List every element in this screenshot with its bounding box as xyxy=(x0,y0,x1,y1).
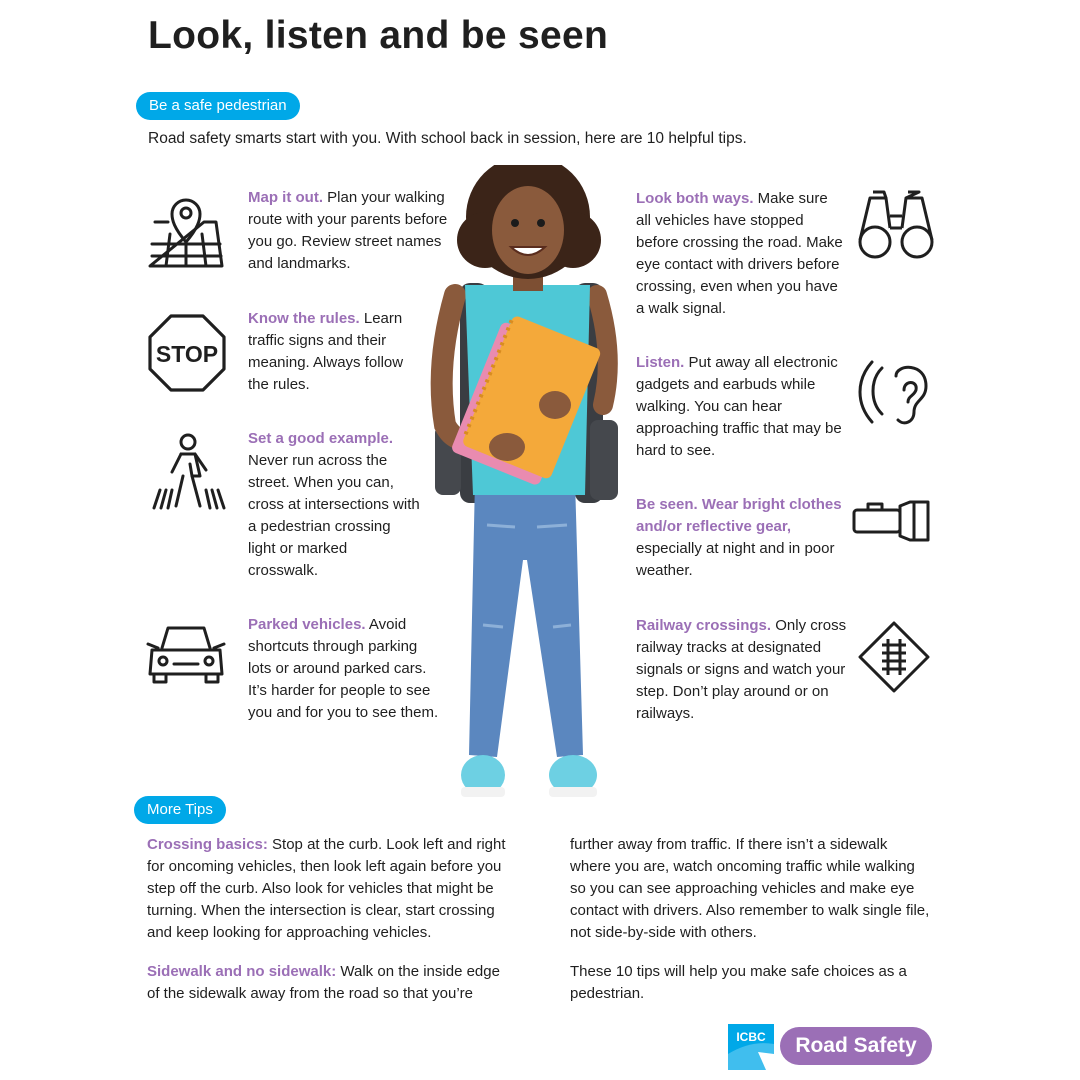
railway-sign-icon xyxy=(858,621,930,693)
tip-heading: Know the rules. xyxy=(248,310,360,327)
tip-heading: Be seen. Wear bright clothes and/or reflective gear, xyxy=(636,496,842,535)
tip-heading: Set a good example. xyxy=(248,430,394,447)
intro-text: Road safety smarts start with you. With school back in session, here are 10 helpful tips. xyxy=(148,130,747,147)
tip-text: Make sure all vehicles have stopped before crossing the road. Make eye contact with drivers before crossing, even when you have a walk signal. xyxy=(636,190,843,317)
road-safety-badge: Road Safety xyxy=(780,1027,932,1065)
crossing-basics-paragraph xyxy=(147,834,515,944)
closing-paragraph: These 10 tips will help you make safe choices as a pedestrian. xyxy=(570,963,907,1002)
car-icon xyxy=(146,620,226,688)
section-label-more-tips: More Tips xyxy=(134,796,226,824)
tip-heading: Map it out. xyxy=(248,189,323,206)
stop-sign-icon xyxy=(147,313,227,393)
map-pin-icon xyxy=(146,190,228,270)
tip-heading: Parked vehicles. xyxy=(248,616,366,633)
tip-railway-crossings xyxy=(636,615,850,725)
tip-be-seen xyxy=(636,494,848,582)
sidewalk-text: Walk on the inside edge of the sidewalk away from the road so that you’re xyxy=(147,963,500,1002)
tip-text: Only cross railway tracks at designated signals or signs and watch your step. Don’t play around or on railways. xyxy=(636,617,847,722)
sidewalk-heading: Sidewalk and no sidewalk: xyxy=(147,963,337,980)
tip-heading: Look both ways. xyxy=(636,190,754,207)
crossing-basics-heading: Crossing basics: xyxy=(147,836,268,853)
icbc-logo xyxy=(728,1024,774,1070)
more-tips-right-column xyxy=(570,834,932,1022)
ear-icon xyxy=(856,356,932,430)
tip-text: Avoid shortcuts through parking lots or around parked cars. It’s harder for people to see you and for you to see them. xyxy=(248,616,439,721)
stop-sign-text: STOP xyxy=(155,341,219,367)
tip-heading: Listen. xyxy=(636,354,685,371)
sidewalk-paragraph xyxy=(147,961,515,1005)
binoculars-icon xyxy=(856,188,936,264)
section-label-safe-pedestrian: Be a safe pedestrian xyxy=(136,92,300,120)
tip-text: especially at night and in poor weather. xyxy=(636,540,835,579)
more-tips-left-column xyxy=(147,834,515,1022)
tip-heading: Railway crossings. xyxy=(636,617,772,634)
continued-paragraph: further away from traffic. If there isn’t a sidewalk where you are, watch oncoming traffic while walking so you can see approaching vehicles and make eye contact with drivers. Also remember to walk single file, not side-by-side with others. xyxy=(570,836,930,941)
tip-text: Never run across the street. When you can, cross at intersections with a pedestrian crossing light or marked crosswalk. xyxy=(248,452,420,579)
tip-text: Plan your walking route with your parents before you go. Review street names and landmarks. xyxy=(248,189,448,272)
tip-parked-vehicles xyxy=(248,614,444,724)
tip-look-both-ways xyxy=(636,188,846,320)
tip-know-the-rules xyxy=(248,308,426,396)
page-title: Look, listen and be seen xyxy=(148,14,609,57)
student-illustration xyxy=(425,165,630,815)
pedestrian-icon xyxy=(148,432,228,512)
tip-set-a-good-example xyxy=(248,428,420,582)
tip-listen xyxy=(636,352,844,462)
crossing-basics-text: Stop at the curb. Look left and right for oncoming vehicles, then look left again before you step off the curb. Also look for vehicles that might be turning. When the intersection is clear, start crossing and keep looking for approaching vehicles. xyxy=(147,836,506,941)
icbc-logo-text: ICBC xyxy=(736,1030,766,1044)
tip-map-it-out xyxy=(248,187,448,275)
tip-text: Learn traffic signs and their meaning. Always follow the rules. xyxy=(248,310,404,393)
flashlight-icon xyxy=(852,500,932,542)
tip-text: Put away all electronic gadgets and earbuds while walking. You can hear approaching traffic that may be hard to see. xyxy=(636,354,842,459)
